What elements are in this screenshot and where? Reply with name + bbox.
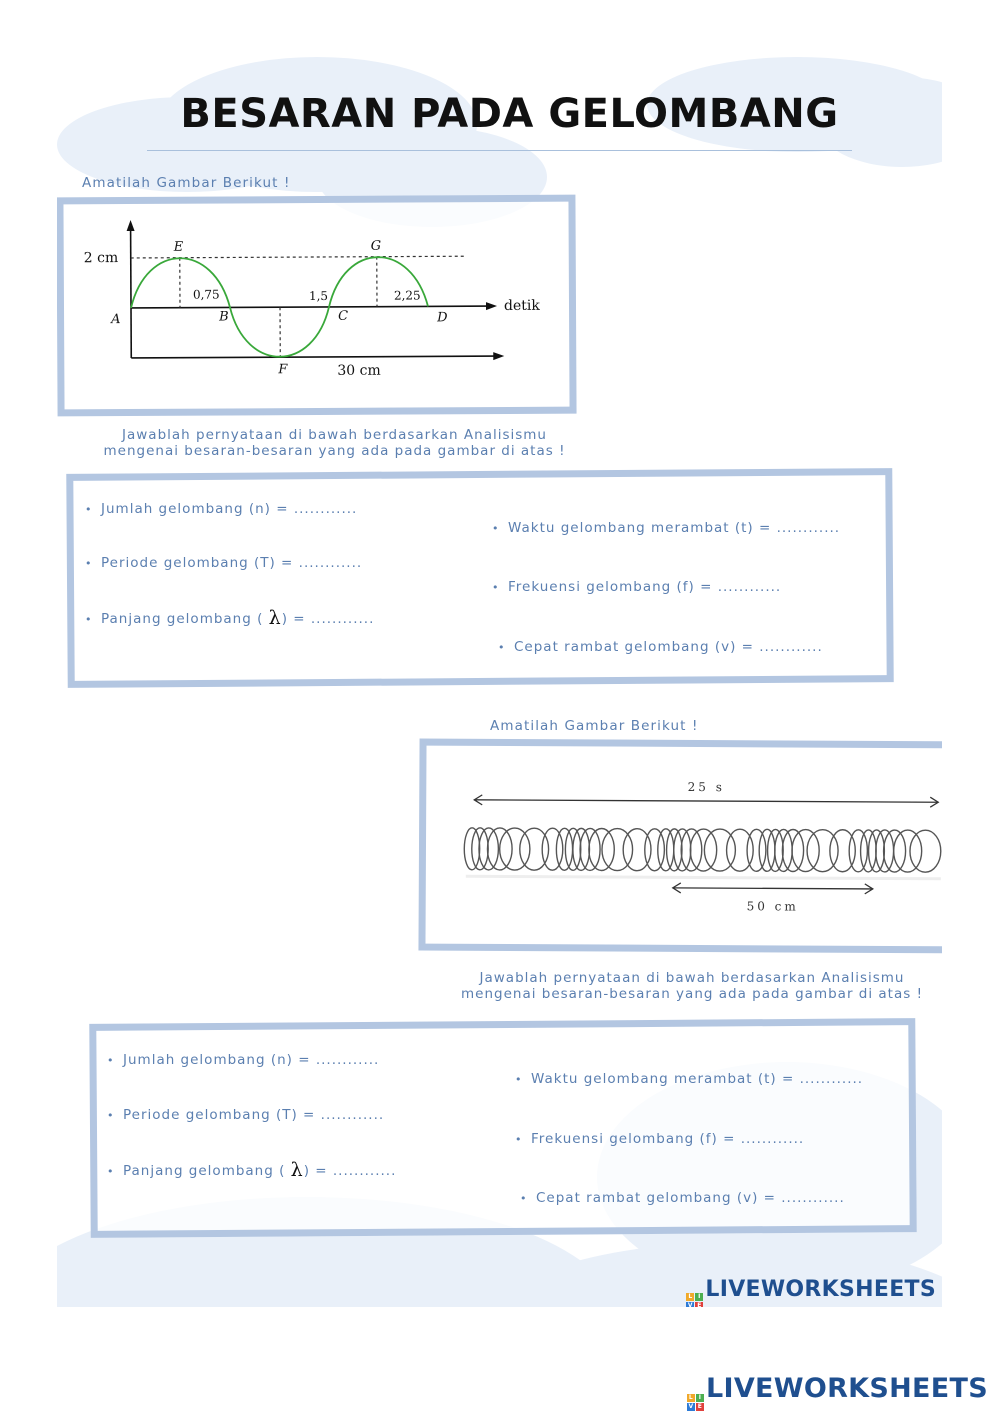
question-text: Frekuensi gelombang (f) = ............ — [531, 1131, 805, 1147]
question-panjang-gelombang[interactable] — [107, 1159, 396, 1181]
badge-letter: I — [696, 1394, 704, 1402]
bullet-icon: • — [492, 581, 500, 594]
time-axis-label: detik — [503, 297, 540, 315]
section1-instruction — [77, 427, 592, 459]
wavelength-label: 50 cm — [746, 899, 799, 914]
spring-coil-loop — [792, 829, 819, 871]
bullet-icon: • — [85, 503, 93, 516]
worksheet-page — [57, 57, 942, 1307]
instruction-line-1: Jawablah pernyataan di bawah berdasarkan Analisismu — [479, 970, 905, 986]
instruction-line-2: mengenai besaran-besaran yang ada pada gambar di atas ! — [461, 986, 923, 1002]
question-waktu-merambat[interactable] — [492, 520, 840, 536]
question-text: Periode gelombang (T) = ............ — [101, 555, 363, 571]
liveworksheets-logo-footer — [687, 1373, 988, 1411]
question-jumlah-gelombang[interactable] — [107, 1052, 379, 1068]
instruction-line-1: Jawablah pernyataan di bawah berdasarkan Analisismu — [122, 427, 547, 443]
section2-caption: Amatilah Gambar Berikut ! — [490, 718, 699, 734]
point-f-label: F — [278, 362, 288, 378]
liveworksheets-badge-icon — [687, 1394, 704, 1411]
logo-text: LIVEWORKSHEETS — [705, 1277, 936, 1302]
section2-instruction — [432, 970, 942, 1002]
point-b-label: B — [219, 309, 229, 325]
spring-coil-loop — [645, 829, 665, 871]
question-cepat-rambat[interactable] — [520, 1190, 845, 1206]
spring-coil-loop — [500, 828, 530, 870]
title-divider — [147, 150, 852, 151]
spring-coil-loop — [883, 830, 905, 872]
point-e-label: E — [173, 239, 184, 255]
time-axis — [131, 306, 490, 308]
badge-letter: E — [695, 1302, 703, 1307]
logo-text: LIVEWORKSHEETS — [705, 1373, 988, 1404]
badge-letter: V — [688, 1403, 694, 1410]
point-d-label: D — [437, 310, 448, 326]
question-text: Jumlah gelombang (n) = ............ — [123, 1052, 380, 1068]
question-frekuensi[interactable] — [515, 1131, 804, 1147]
badge-letter: V — [686, 1302, 694, 1307]
question-periode-gelombang[interactable] — [85, 555, 362, 571]
lambda-symbol: λ — [268, 607, 282, 629]
y-axis — [131, 228, 132, 358]
question-text-suffix: ) = ............ — [303, 1163, 397, 1179]
question-text: Jumlah gelombang (n) = ............ — [101, 501, 358, 517]
wavelength-arrow — [673, 888, 873, 889]
bullet-icon: • — [107, 1109, 115, 1122]
badge-letter: L — [688, 1293, 693, 1300]
lambda-symbol: λ — [290, 1159, 304, 1181]
question-text: Cepat rambat gelombang (v) = ............ — [536, 1190, 845, 1206]
question-frekuensi[interactable] — [492, 579, 781, 595]
spring-coil-loop — [849, 830, 867, 872]
time-label-225: 2,25 — [393, 288, 421, 303]
spring-coils — [464, 828, 941, 872]
liveworksheets-badge-icon — [686, 1293, 703, 1307]
badge-letter: L — [688, 1394, 694, 1401]
bullet-icon: • — [85, 613, 93, 626]
badge-letter: I — [695, 1293, 703, 1301]
question-text: Frekuensi gelombang (f) = ............ — [508, 579, 782, 595]
question-text: Periode gelombang (T) = ............ — [123, 1107, 385, 1123]
question-text-prefix: Panjang gelombang ( — [101, 611, 264, 627]
section2-figure-frame — [418, 739, 942, 954]
distance-label: 30 cm — [337, 362, 381, 379]
spring-base-shadow — [466, 875, 941, 880]
point-a-label: A — [111, 312, 121, 328]
question-waktu-merambat[interactable] — [515, 1071, 863, 1087]
time-label-15: 1,5 — [308, 288, 329, 304]
section1-figure-frame — [57, 195, 577, 417]
question-text: Waktu gelombang merambat (t) = ............ — [531, 1071, 864, 1087]
badge-letter: E — [697, 1403, 703, 1410]
bullet-icon: • — [520, 1192, 528, 1205]
instruction-line-2: mengenai besaran-besaran yang ada pada gambar di atas ! — [103, 443, 566, 459]
total-length-arrow — [474, 800, 938, 802]
question-text: Waktu gelombang merambat (t) = ............ — [508, 520, 841, 536]
spring-coil-loop — [910, 830, 941, 872]
spring-coil-loop — [658, 829, 674, 871]
spring-coil-loop — [894, 830, 922, 872]
point-g-label: G — [370, 238, 382, 254]
question-text-prefix: Panjang gelombang ( — [123, 1163, 286, 1179]
spring-coil-loop — [690, 829, 717, 871]
bullet-icon: • — [107, 1165, 115, 1178]
question-text: Cepat rambat gelombang (v) = ............ — [514, 639, 823, 655]
spring-coil-loop — [542, 828, 563, 870]
section1-caption: Amatilah Gambar Berikut ! — [82, 175, 291, 191]
spring-coil-loop — [782, 829, 803, 871]
question-panjang-gelombang[interactable] — [85, 607, 374, 629]
bullet-icon: • — [492, 522, 500, 535]
bullet-icon: • — [515, 1073, 523, 1086]
bullet-icon: • — [107, 1054, 115, 1067]
question-text-suffix: ) = ............ — [281, 611, 375, 627]
sine-wave-figure — [63, 202, 569, 410]
question-periode-gelombang[interactable] — [107, 1107, 384, 1123]
spring-coil-loop — [747, 829, 766, 871]
liveworksheets-logo-inner — [686, 1277, 936, 1307]
y-tick-label: 2 cm — [83, 250, 119, 267]
point-c-label: C — [338, 308, 349, 324]
x-axis — [131, 356, 496, 358]
total-time-label: 25 s — [687, 779, 725, 795]
question-jumlah-gelombang[interactable] — [85, 501, 357, 517]
page-title: BESARAN PADA GELOMBANG — [180, 91, 839, 137]
question-cepat-rambat[interactable] — [498, 639, 823, 655]
bullet-icon: • — [85, 557, 93, 570]
spring-wave-figure — [425, 746, 942, 947]
spring-coil-loop — [556, 828, 572, 870]
time-label-075: 0,75 — [192, 287, 220, 302]
bullet-icon: • — [498, 641, 506, 654]
bullet-icon: • — [515, 1133, 523, 1146]
